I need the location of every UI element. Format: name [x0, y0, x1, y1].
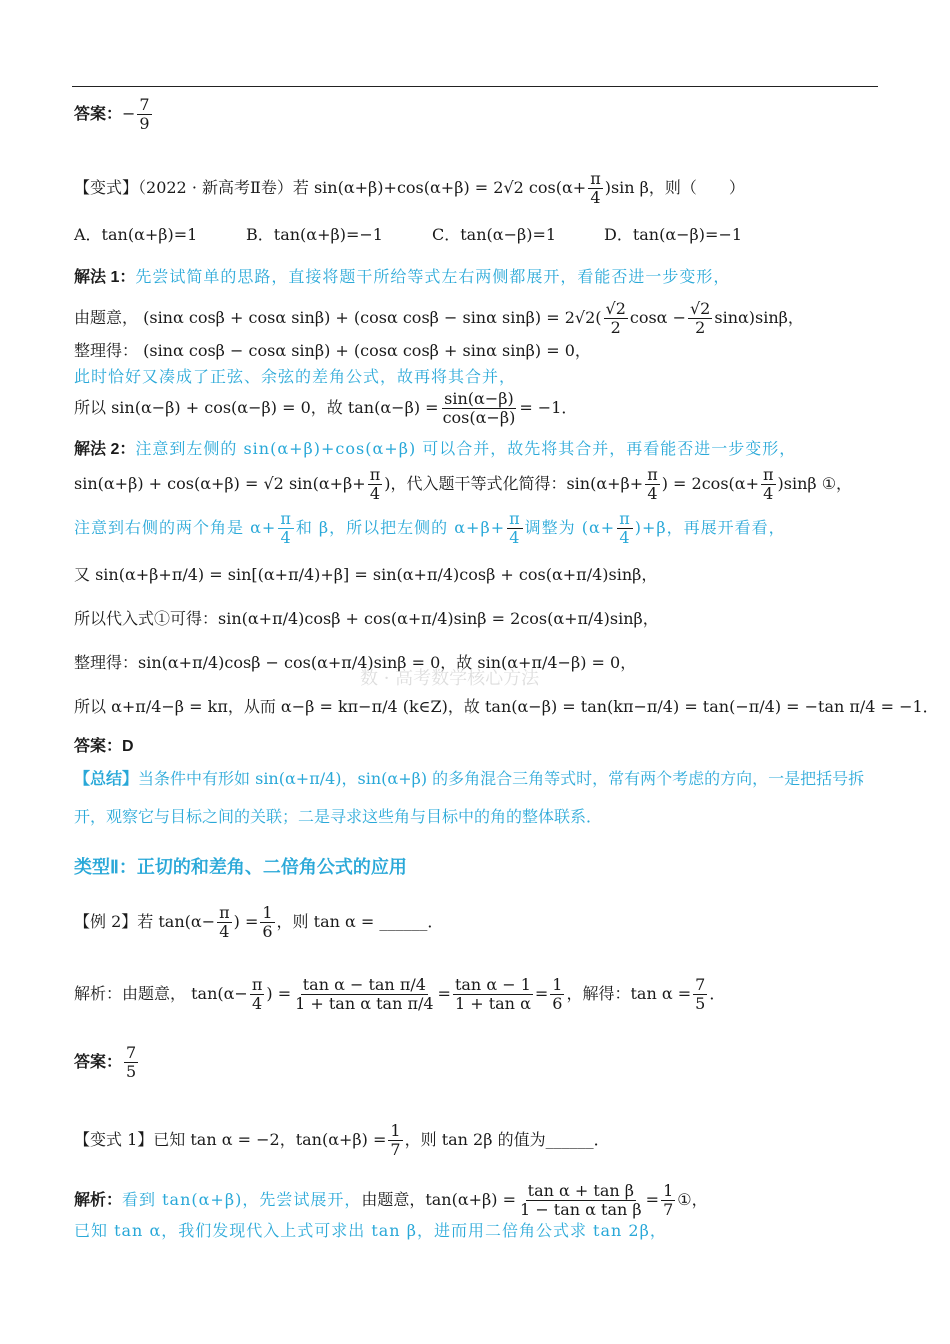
watermark: 数 · 高考数学核心方法: [360, 668, 540, 689]
var1-a: 已知 tan α = −2，tan(α+β) =: [153, 1130, 387, 1149]
summary-l1: 当条件中有形如 sin(α+π/4)，sin(α+β) 的多角混合三角等式时，常有两个考虑的方向，一是把括号拆: [138, 769, 865, 788]
sol2-l1-d: )sinβ ①，: [777, 474, 853, 493]
sol2-intro: [74, 438, 880, 461]
sol2-l1-c: ) = 2cos(α+: [661, 474, 759, 493]
fraction-pi-4: $\frac{\pi}{4}$: [369, 465, 381, 503]
fraction-pi-4: $\frac{\pi}{4}$: [762, 465, 774, 503]
sol1-l4-a: 所以 sin(α−β) + cos(α−β) = 0，故 tan(α−β) =: [74, 398, 439, 417]
option-d: D．tan(α−β)=−1: [604, 225, 743, 244]
variant-source: （2022 · 新高考Ⅱ卷）: [138, 178, 293, 197]
sol2-l1-a: sin(α+β) + cos(α+β) = √2 sin(α+β+: [74, 474, 366, 493]
sol2-intro-text: 注意到左侧的 sin(α+β)+cos(α+β) 可以合并，故先将其合并，再看能否进一步变形，: [135, 439, 797, 458]
sol1-l1-b: cosα −: [629, 308, 686, 327]
ex2-sol-f: ．: [709, 984, 726, 1003]
sol1-intro: [74, 266, 880, 289]
fraction-pi-4: $\frac{\pi}{4}$: [509, 509, 521, 547]
fraction-pi-4: $\frac{\pi}{4}$: [251, 975, 263, 1013]
type2-heading: 类型Ⅱ：正切的和差角、二倍角公式的应用: [74, 857, 407, 877]
fraction-sqrt2-2: $\frac{√2}{2}$: [605, 299, 626, 337]
fraction-tan-simplified: $\frac{\text{tan α − 1}}{\text{1 + tan α}}$: [454, 975, 531, 1013]
sol1-l4-b: = −1．: [519, 398, 578, 417]
sol1-l2: (sinα cosβ − cosα sinβ) + (cosα cosβ + sinα sinβ) = 0，: [143, 341, 591, 360]
var1-sol-c: =: [645, 1190, 660, 1209]
variant-1-solution: [74, 1182, 880, 1219]
sol2-l2-a: 注意到右侧的两个角是 α+: [74, 518, 277, 537]
sol1-line1: [74, 300, 880, 337]
variant-stem: [74, 170, 880, 207]
var1-tag: 【变式 1】: [74, 1130, 154, 1149]
ex2-sol-d: =: [534, 984, 549, 1003]
top-rule: [72, 86, 878, 87]
sol2-line1: [74, 466, 880, 503]
var1-sol-b: 由题意，tan(α+β) =: [361, 1190, 517, 1209]
summary-label: 【总结】: [74, 769, 139, 788]
sol1-label: 解法 1：: [74, 269, 136, 286]
sol2-line3: 又 sin(α+β+π/4) = sin[(α+π/4)+β] = sin(α+π/4)cosβ + cos(α+π/4)sinβ，: [74, 565, 658, 584]
fraction-1-6: $\frac{1}{6}$: [552, 975, 563, 1013]
fraction-sin-cos: $\frac{\sin(\alpha-\beta)}{\cos(\alpha-\beta)}$: [442, 389, 516, 427]
var1-b: ，则 tan 2β 的值为______．: [404, 1130, 610, 1149]
option-a: A．tan(α+β)=1: [74, 225, 198, 244]
var1-sol-d: ①，: [677, 1190, 708, 1209]
fraction-pi-4: $\frac{\pi}{4}$: [280, 509, 292, 547]
sol1-line2: [74, 340, 880, 362]
fraction-1-7: $\frac{1}{7}$: [390, 1121, 401, 1159]
ex2-sol-a: tan(α−: [191, 984, 248, 1003]
sol2-line5: 整理得：sin(α+π/4)cosβ − cos(α+π/4)sinβ = 0，故 sin(α+π/4−β) = 0，: [74, 653, 637, 672]
answer-fraction: [137, 96, 151, 133]
fraction-pi-4: $\frac{\pi}{4}$: [219, 903, 230, 941]
answer-3: [74, 1044, 880, 1081]
sol1-l1-c: sinα)sinβ，: [714, 308, 804, 327]
example-2: [74, 904, 880, 941]
sol2-line2: [74, 510, 880, 547]
answer-2: 答案：D: [74, 738, 134, 755]
variant-stem-post: )sin β，则（ ）: [604, 178, 745, 197]
ex2-b: ) =: [233, 912, 259, 931]
ex2-a: 若 tan(α−: [137, 912, 216, 931]
summary-line1: [74, 768, 880, 790]
ex2-tag: 【例 2】: [74, 912, 138, 931]
fraction-tan-diff: $\frac{\text{tan α − tan π/4}}{\text{1 + tan α tan π/4}}$: [295, 975, 434, 1013]
sol2-l2-d: )+β，再展开看看，: [634, 518, 786, 537]
ex2-sol-b: ) =: [266, 984, 292, 1003]
sol1-line4: [74, 390, 880, 427]
fraction-7-5: $\frac{7}{5}$: [695, 975, 706, 1013]
sol2-label: 解法 2：: [74, 441, 136, 458]
sol2-l1-b: )，代入题干等式化简得：sin(α+β+: [384, 474, 644, 493]
fraction-pi-4: $\frac{\pi}{4}$: [619, 509, 631, 547]
answer-3-fraction: $\frac{7}{5}$: [126, 1043, 137, 1081]
sol2-l2-b: 和 β，所以把左侧的 α+β+: [295, 518, 506, 537]
fraction-pi-4: $\frac{\pi}{4}$: [647, 465, 658, 503]
variant-tag: 【变式】: [74, 178, 139, 197]
ex2-sol-label: 解析：由题意，: [74, 984, 187, 1003]
variant-1: [74, 1122, 880, 1159]
summary-line2: 开，观察它与目标之间的关联；二是寻求这些角与目标中的角的整体联系．: [74, 807, 603, 826]
sol1-l1-a: (sinα cosβ + cosα sinβ) + (cosα cosβ − sinα sinβ) = 2√2(: [143, 308, 602, 327]
variant-1-solution-line2: 已知 tan α，我们发现代入上式可求出 tan β，进而用二倍角公式求 tan 2β，: [74, 1221, 667, 1240]
ex2-sol-c: =: [437, 984, 451, 1003]
var1-sol-a: 看到 tan(α+β)，先尝试展开，: [122, 1190, 362, 1209]
sol1-line3: 此时恰好又凑成了正弦、余弦的差角公式，故再将其合并，: [74, 367, 517, 386]
fraction-sqrt2-2b: $\frac{√2}{2}$: [689, 299, 711, 337]
sol1-l1-label: 由题意，: [74, 308, 139, 327]
options-row: [74, 224, 880, 246]
ex2-sol-e: ，解得：tan α =: [566, 984, 692, 1003]
sol2-l2-c: 调整为 (α+: [524, 518, 616, 537]
fraction-tan-sum: $\frac{\text{tan α + tan β}}{\text{1 − tan α tan β}}$: [520, 1181, 642, 1219]
sol1-l2-label: 整理得：: [74, 341, 139, 360]
fraction-1-6: $\frac{1}{6}$: [262, 903, 273, 941]
frac-den: 9: [139, 114, 150, 133]
answer-1: 答案：− $\frac{7}{9}$: [74, 95, 150, 133]
sol2-line6: 所以 α+π/4−β = kπ，从而 α−β = kπ−π/4 (k∈Z)，故 tan(α−β) = tan(kπ−π/4) = tan(−π/4) = −tan π/4 = −1．: [74, 697, 939, 716]
fraction-pi-4: $\frac{\pi}{4}$: [590, 169, 601, 207]
ex2-c: ，则 tan α = ______．: [276, 912, 444, 931]
option-c: C．tan(α−β)=1: [432, 225, 557, 244]
sol1-intro-text: 先尝试简单的思路，直接将题干所给等式左右两侧都展开，看能否进一步变形，: [135, 267, 731, 286]
var1-sol-label: 解析：: [74, 1192, 123, 1209]
answer-label: 答案：: [74, 106, 123, 123]
sol2-line4: 所以代入式①可得：sin(α+π/4)cosβ + cos(α+π/4)sinβ = 2cos(α+π/4)sinβ，: [74, 609, 659, 628]
fraction-1-7: $\frac{1}{7}$: [663, 1181, 674, 1219]
variant-stem-pre: 若 sin(α+β)+cos(α+β) = 2√2 cos(α+: [292, 178, 587, 197]
example-2-solution: [74, 976, 880, 1013]
answer-3-label: 答案：: [74, 1054, 123, 1071]
frac-num: 7: [139, 95, 150, 114]
option-b: B．tan(α+β)=−1: [246, 225, 383, 244]
